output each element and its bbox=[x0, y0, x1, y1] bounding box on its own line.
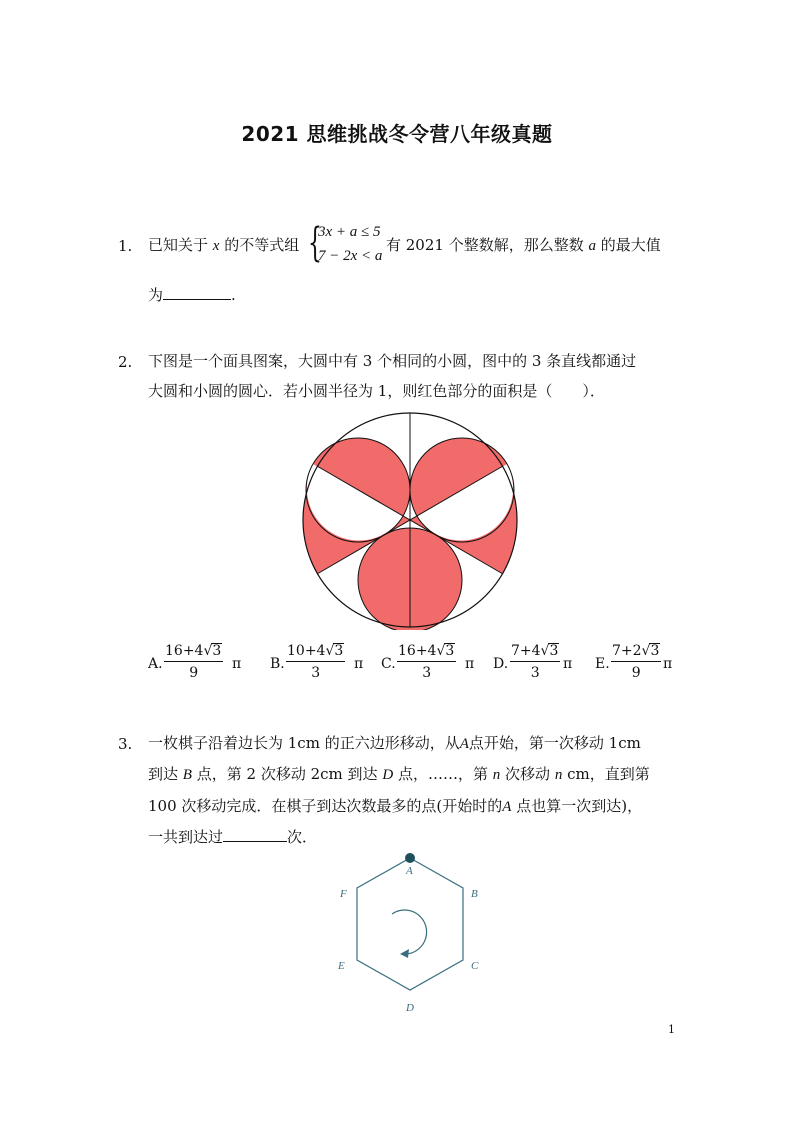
q1-text-c: 有 2021 个整数解，那么整数 bbox=[386, 236, 584, 254]
option-numerator: 7+2 bbox=[612, 643, 642, 659]
q3-text: 次． bbox=[287, 828, 318, 846]
q3-var-a: A bbox=[459, 736, 469, 752]
option-numerator: 16+4 bbox=[165, 643, 204, 659]
option-denominator: 9 bbox=[631, 665, 641, 681]
q2-line1: 下图是一个面具图案，大圆中有 3 个相同的小圆，图中的 3 条直线都通过 bbox=[148, 352, 637, 370]
option-radicand: 3 bbox=[212, 643, 222, 659]
hex-label-c: C bbox=[471, 960, 479, 972]
option-letter: A. bbox=[148, 656, 163, 672]
option-fraction: $\frac{7+4√3}{3}$ bbox=[511, 643, 559, 681]
hex-label-d: D bbox=[406, 1002, 414, 1014]
q1-answer-blank[interactable] bbox=[163, 285, 231, 300]
hexagon-figure bbox=[330, 848, 490, 1018]
q1-inequality-1: 3x + a ≤ 5 bbox=[318, 224, 381, 240]
q3-text: 点，……，第 bbox=[397, 765, 488, 783]
option-letter: E. bbox=[595, 656, 610, 672]
q2-number: 2. bbox=[118, 353, 133, 371]
option-denominator: 3 bbox=[422, 665, 432, 681]
q1-inequality-2: 7 − 2x < a bbox=[318, 248, 383, 264]
q1-var-x: x bbox=[212, 238, 220, 254]
hexagon bbox=[357, 858, 463, 990]
q1-number: 1. bbox=[118, 237, 133, 255]
q3-var-d: D bbox=[382, 767, 394, 783]
q3-number: 3. bbox=[118, 735, 133, 753]
mask-figure bbox=[300, 410, 520, 630]
option-numerator: 16+4 bbox=[398, 643, 437, 659]
option-letter: C. bbox=[381, 656, 396, 672]
arrow-head-icon bbox=[400, 949, 409, 958]
option-numerator: 7+4 bbox=[511, 643, 541, 659]
start-dot bbox=[405, 853, 415, 863]
q3-text: 一共到达过 bbox=[148, 828, 224, 846]
q3-text: 100 次移动完成．在棋子到达次数最多的点(开始时的 bbox=[148, 797, 503, 815]
hex-label-f: F bbox=[340, 888, 347, 900]
q3-text: 次移动 bbox=[505, 765, 551, 783]
option-fraction: $\frac{10+4√3}{3}$ bbox=[287, 643, 344, 681]
q3-text: 一枚棋子沿着边长为 1cm 的正六边形移动，从 bbox=[148, 734, 460, 752]
option-denominator: 3 bbox=[311, 665, 321, 681]
option-pi: π bbox=[354, 656, 364, 672]
option-numerator: 10+4 bbox=[287, 643, 326, 659]
q3-line1 bbox=[148, 728, 641, 759]
option-denominator: 9 bbox=[189, 665, 199, 681]
option-pi: π bbox=[465, 656, 475, 672]
q1-line2-text: 为 bbox=[148, 286, 164, 304]
q1-var-a: a bbox=[588, 238, 596, 254]
option-pi: π bbox=[663, 656, 673, 672]
q1-brace: { bbox=[308, 220, 322, 266]
option-radicand: 3 bbox=[549, 643, 559, 659]
option-fraction: $\frac{16+4√3}{3}$ bbox=[398, 643, 455, 681]
page-title: 2021 思维挑战冬令营八年级真题 bbox=[241, 122, 553, 146]
hex-label-e: E bbox=[338, 960, 345, 972]
option-pi: π bbox=[232, 656, 242, 672]
q3-line4 bbox=[148, 822, 317, 852]
q3-answer-blank[interactable] bbox=[223, 827, 287, 842]
q1-end: . bbox=[231, 286, 236, 304]
option-letter: B. bbox=[270, 656, 285, 672]
option-radicand: 3 bbox=[650, 643, 660, 659]
q3-text: cm，直到第 bbox=[567, 765, 650, 783]
q3-var-n: n bbox=[492, 767, 501, 783]
q1-text-b: 的不等式组 bbox=[224, 236, 300, 254]
q1-line1-right bbox=[386, 230, 661, 261]
q3-text: 点开始，第一次移动 1cm bbox=[468, 734, 641, 752]
q3-var-a: A bbox=[502, 799, 512, 815]
q2-line2: 大圆和小圆的圆心．若小圆半径为 1，则红色部分的面积是（ ）． bbox=[148, 382, 605, 400]
q3-text: 到达 bbox=[148, 765, 179, 783]
option-denominator: 3 bbox=[530, 665, 540, 681]
q3-var-b: B bbox=[182, 767, 192, 783]
q3-line2 bbox=[148, 759, 650, 790]
q3-var-n: n bbox=[554, 767, 563, 783]
hex-label-b: B bbox=[471, 888, 478, 900]
q1-line1-left bbox=[148, 230, 299, 261]
option-letter: D. bbox=[493, 656, 509, 672]
rotation-arrow bbox=[392, 910, 427, 954]
q1-inequality-system bbox=[308, 222, 388, 272]
q3-line3 bbox=[148, 791, 642, 822]
hex-label-a: A bbox=[406, 865, 413, 877]
q3-text: 点，第 2 次移动 2cm 到达 bbox=[196, 765, 378, 783]
option-fraction: $\frac{16+4√3}{9}$ bbox=[165, 643, 222, 681]
q1-text-a: 已知关于 bbox=[148, 236, 209, 254]
option-radicand: 3 bbox=[445, 643, 455, 659]
page-number: 1 bbox=[668, 1023, 675, 1036]
option-fraction: $\frac{7+2√3}{9}$ bbox=[612, 643, 660, 681]
q1-line2 bbox=[148, 280, 236, 310]
option-radicand: 3 bbox=[334, 643, 344, 659]
q1-text-d: 的最大值 bbox=[600, 236, 661, 254]
option-pi: π bbox=[563, 656, 573, 672]
q3-text: 点也算一次到达)， bbox=[516, 797, 643, 815]
